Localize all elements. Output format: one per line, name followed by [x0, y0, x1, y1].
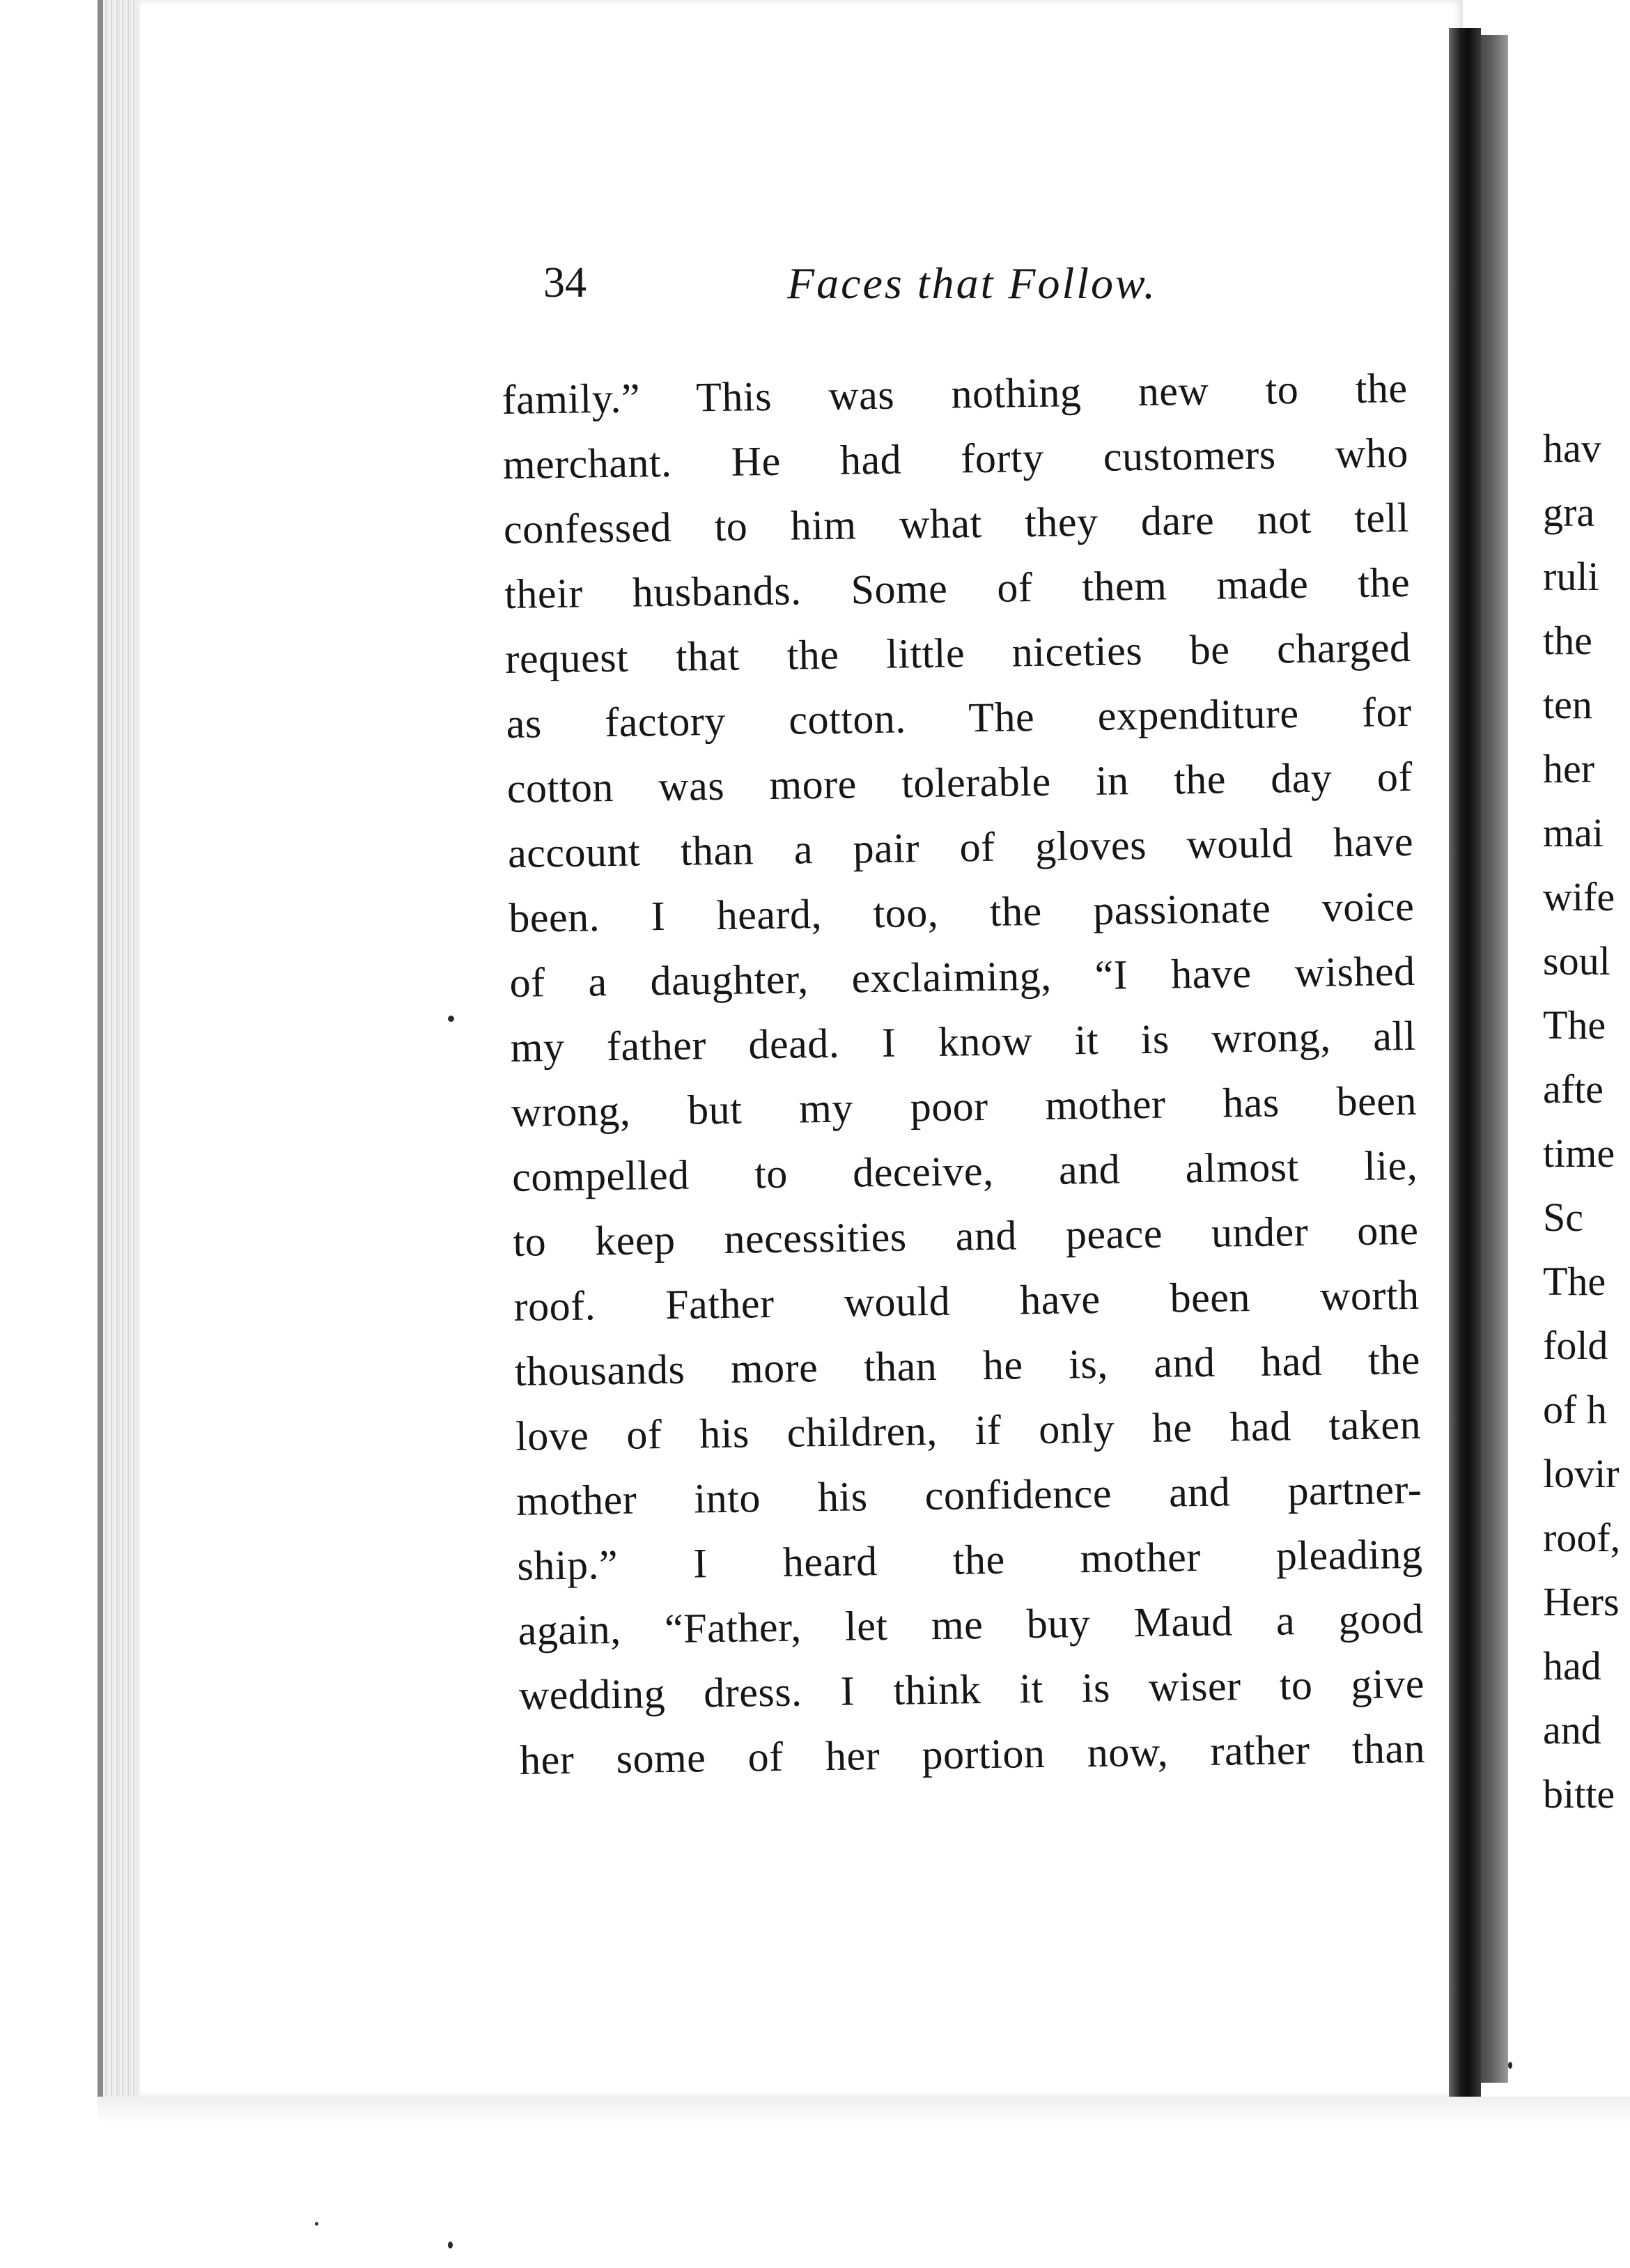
right-page-fragment: time: [1543, 1131, 1615, 1176]
right-page-fragment: of h: [1543, 1387, 1607, 1432]
text-line: wrong, but my poor mother has been: [511, 1077, 1418, 1135]
text-line: to keep necessities and peace under one: [512, 1206, 1419, 1265]
text-line: her some of her portion now, rather than: [519, 1725, 1426, 1783]
text-line: cotton was more tolerable in the day of: [506, 753, 1413, 811]
ink-speck: [1508, 2062, 1512, 2069]
right-page-fragment: Hers: [1543, 1579, 1620, 1624]
right-page-fragment: soul: [1543, 938, 1610, 984]
page-stack-shadow: [98, 0, 103, 2118]
right-page-fragment: bitte: [1543, 1771, 1615, 1817]
text-line: as factory cotton. The expenditure for: [506, 688, 1413, 747]
right-page-fragment: and: [1543, 1707, 1601, 1753]
right-page-fragment: Sc: [1543, 1195, 1583, 1240]
body-text: [502, 356, 1426, 1793]
text-line: love of his children, if only he had taken: [515, 1401, 1422, 1459]
text-line: of a daughter, exclaiming, “I have wished: [509, 947, 1415, 1006]
text-line: merchant. He had forty customers who: [502, 429, 1409, 488]
text-line: account than a pair of gloves would have: [507, 818, 1414, 876]
right-page-fragment: wife: [1543, 874, 1615, 919]
text-line: roof. Father would have been worth: [513, 1271, 1420, 1330]
right-page-text-fragments: [1543, 417, 1630, 1826]
text-line: request that the little niceties be charged: [505, 623, 1411, 682]
ink-speck: [448, 2242, 453, 2248]
text-line: confessed to him what they dare not tell: [503, 494, 1410, 552]
text-line: my father dead. I know it is wrong, all: [510, 1012, 1417, 1071]
right-page-fragment: ruli: [1543, 554, 1599, 599]
gutter: [1449, 28, 1481, 2097]
right-page-fragment: mai: [1543, 810, 1604, 855]
text-line: wedding dress. I think it is wiser to give: [518, 1660, 1425, 1718]
right-page-fragment: lovir: [1543, 1451, 1620, 1496]
right-page-fragment: The: [1543, 1259, 1606, 1304]
right-page-fragment: afte: [1543, 1066, 1604, 1112]
right-page-fragment: roof,: [1543, 1515, 1621, 1560]
right-page-fragment: had: [1543, 1643, 1601, 1688]
page-stack-edges: [98, 0, 139, 2118]
right-page-fragment: ten: [1543, 682, 1592, 727]
right-page-fragment: her: [1543, 746, 1595, 791]
text-line: their husbands. Some of them made the: [504, 559, 1411, 617]
text-line: been. I heard, too, the passionate voice: [508, 883, 1415, 941]
right-page-fragment: the: [1543, 618, 1592, 663]
ink-speck: [315, 2222, 318, 2226]
text-line: mother into his confidence and partner-: [515, 1466, 1422, 1524]
text-line: compelled to deceive, and almost lie,: [511, 1142, 1418, 1200]
text-line: thousands more than he is, and had the: [514, 1336, 1421, 1395]
right-page-fragment: fold: [1543, 1323, 1608, 1368]
text-line: again, “Father, let me buy Maud a good: [518, 1595, 1425, 1654]
ink-speck: [448, 1016, 454, 1022]
page-bottom-edge: [98, 2097, 1630, 2125]
right-page-fragment: The: [1543, 1002, 1606, 1048]
text-line: family.” This was nothing new to the: [502, 364, 1408, 423]
right-page-fragment: gra: [1543, 490, 1595, 535]
right-page-fragment: hav: [1543, 426, 1601, 471]
text-line: ship.” I heard the mother pleading: [517, 1530, 1423, 1589]
running-title: Faces that Follow.: [787, 258, 1157, 308]
page-number: 34: [543, 259, 587, 306]
